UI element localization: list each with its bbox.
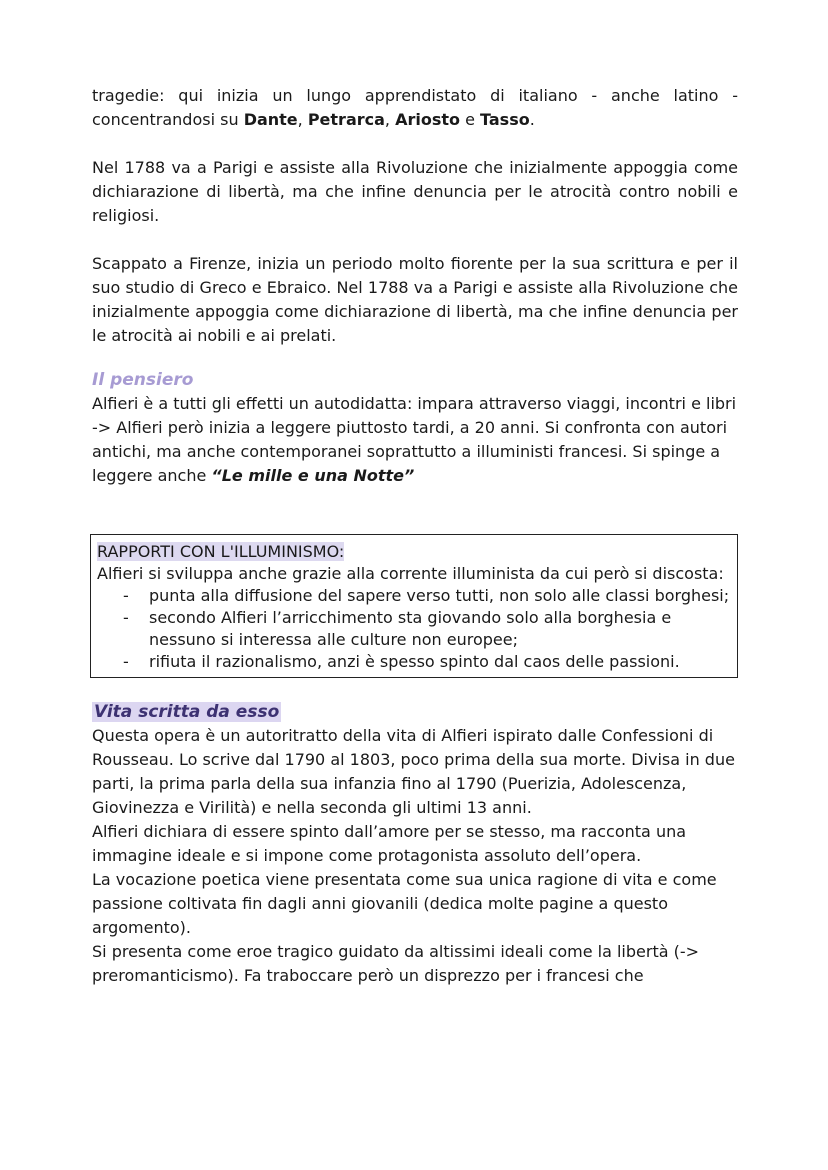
author-petrarca: Petrarca — [307, 110, 385, 129]
list-item: - rifiuta il razionalismo, anzi è spesso spinto dal caos delle passioni. — [123, 652, 680, 671]
paragraph-firenze: Scappato a Firenze, inizia un periodo molto fiorente per la sua scrittura e per il suo studio di Greco e Ebraico. Nel 1788 va a Parigi e assiste alla Rivoluzione che inizialmente appoggia come dichiarazione di libertà, ma che infine denuncia per le atrocità ai nobili e ai prelati. — [92, 254, 738, 345]
author-dante: Dante — [243, 110, 298, 129]
box-intro: Alfieri si sviluppa anche grazie alla corrente illuminista da cui però si discosta: — [97, 564, 724, 583]
vita-line: Si presenta come eroe tragico guidato da altissimi ideali come la libertà (-> preromanticismo). Fa traboccare però un disprezzo per i francesi che — [92, 942, 700, 985]
book-title: “Le mille e una Notte” — [211, 466, 415, 485]
heading-pensiero: Il pensiero — [92, 370, 194, 390]
box-title: RAPPORTI CON L'ILLUMINISMO: — [97, 542, 345, 561]
vita-line: Alfieri dichiara di essere spinto dall’amore per se stesso, ma racconta una immagine ideale e si impone come protagonista assoluto dell’opera. — [92, 822, 687, 865]
paragraph-rivoluzione: Nel 1788 va a Parigi e assiste alla Rivoluzione che inizialmente appoggia come dichiarazione di libertà, ma che infine denuncia per le atrocità contro nobili e religiosi. — [92, 158, 738, 225]
author-ariosto: Ariosto — [395, 110, 461, 129]
vita-line: La vocazione poetica viene presentata come sua unica ragione di vita e come passione coltivata fin dagli anni giovanili (dedica molte pagine a questo argomento). — [92, 870, 717, 937]
document-content — [92, 84, 738, 988]
vita-line: Questa opera è un autoritratto della vita di Alfieri ispirato dalle Confessioni di Rousseau. Lo scrive dal 1790 al 1803, poco prima della sua morte. Divisa in due parti, la prima parla della sua infanzia fino al 1790 (Puerizia, Adolescenza, Giovinezza e Virilità) e nella seconda gli ultimi 13 anni. — [92, 726, 735, 817]
author-tasso: Tasso — [480, 110, 530, 129]
illuminismo-box — [90, 534, 738, 678]
list-item: - punta alla diffusione del sapere verso tutti, non solo alle classi borghesi; — [123, 586, 730, 605]
heading-vita: Vita scritta da esso — [94, 702, 280, 722]
paragraph-pensiero: Alfieri è a tutti gli effetti un autodidatta: impara attraverso viaggi, incontri e libri -> Alfieri però inizia a leggere piuttosto tardi, a 20 anni. Si confronta con autori antichi, ma anche contemporanei soprattutto a illuministi francesi. Si spinge a leggere anche “Le mille e una Notte” — [92, 394, 737, 485]
list-item: - secondo Alfieri l’arricchimento sta giovando solo alla borghesia e nessuno si interessa alle culture non europee; — [123, 608, 672, 649]
box-list — [97, 585, 731, 673]
intro-paragraph: tragedie: qui inizia un lungo apprendistato di italiano - anche latino - concentrandosi su Dante, Petrarca, Ariosto e Tasso. — [92, 86, 738, 129]
